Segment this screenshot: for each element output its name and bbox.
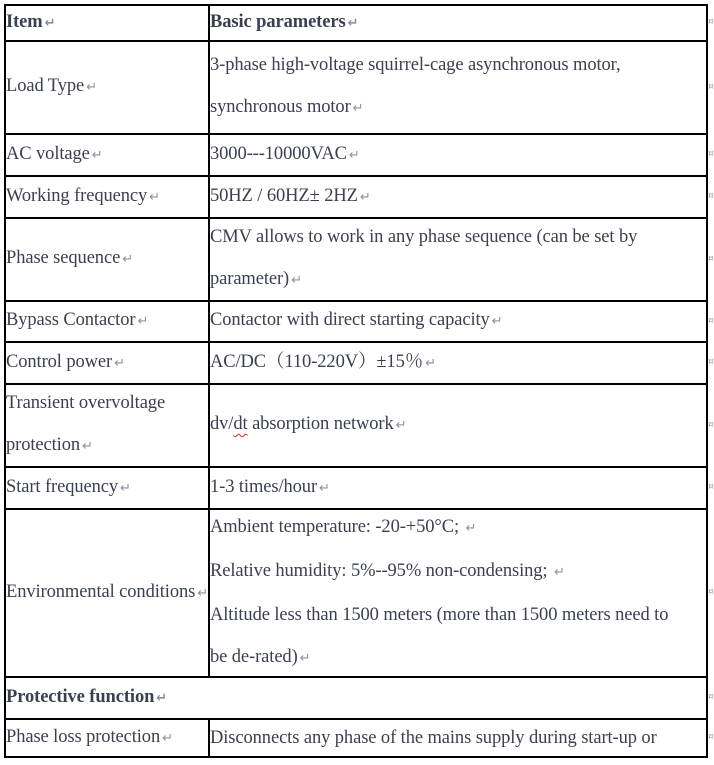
cell-content xyxy=(6,302,208,340)
item-cell xyxy=(5,509,209,677)
value-cell xyxy=(209,41,707,134)
cell-text-line xyxy=(210,299,706,343)
cell-text-line xyxy=(210,258,706,302)
text-segment: protection xyxy=(6,435,81,455)
text-segment: CMV allows to work in any phase sequence (can be set by xyxy=(210,227,638,247)
row-end-marker-icon: ¤ xyxy=(708,315,714,326)
cell-text-line xyxy=(210,550,706,594)
value-cell xyxy=(209,384,707,467)
cell-content xyxy=(210,177,706,216)
paragraph-mark-icon: ↵ xyxy=(352,101,364,116)
paragraph-mark-icon: ↵ xyxy=(82,439,93,454)
cell-content xyxy=(6,343,208,382)
paragraph-mark-icon: ↵ xyxy=(44,15,56,31)
cell-content xyxy=(210,302,706,340)
value-cell xyxy=(209,5,707,41)
cell-text-line xyxy=(210,44,706,86)
cell-text-line xyxy=(210,341,706,385)
cell-text-line xyxy=(210,133,706,177)
cell-text-line xyxy=(210,175,706,219)
spec-table xyxy=(4,4,708,758)
cell-text-line xyxy=(210,86,706,130)
table-row xyxy=(5,677,707,719)
paragraph-mark-icon: ↵ xyxy=(491,314,503,329)
text-segment: Transient overvoltage xyxy=(6,393,166,413)
paragraph-mark-icon: ↵ xyxy=(149,189,160,205)
spellcheck-squiggle-text: dt xyxy=(233,414,248,434)
text-segment: Item xyxy=(6,11,43,32)
text-segment: parameter) xyxy=(210,269,290,289)
text-segment: Protective function xyxy=(6,686,155,707)
table-row xyxy=(5,134,707,176)
item-cell xyxy=(5,41,209,134)
cell-content xyxy=(210,6,706,39)
text-segment: 1-3 times/hour xyxy=(210,476,318,497)
row-end-marker-icon: ¤ xyxy=(708,419,714,430)
cell-text-line xyxy=(6,65,208,109)
spec-table-body xyxy=(5,5,707,757)
cell-text-line xyxy=(210,1,706,45)
text-segment: Phase loss protection xyxy=(6,726,161,747)
text-segment: Bypass Contactor xyxy=(6,310,136,330)
value-cell xyxy=(209,218,707,301)
cell-text-line xyxy=(6,237,208,281)
paragraph-mark-icon: ↵ xyxy=(120,480,131,496)
cell-text-line xyxy=(6,382,208,424)
text-segment: Working frequency xyxy=(6,185,148,206)
cell-text-line xyxy=(6,175,208,219)
cell-text-line xyxy=(210,594,706,636)
value-cell xyxy=(209,467,707,509)
value-cell xyxy=(209,342,707,384)
cell-text-line xyxy=(210,506,706,550)
cell-text-line xyxy=(6,133,208,177)
row-end-marker-icon: ¤ xyxy=(708,482,714,492)
value-cell xyxy=(209,719,707,757)
cell-content xyxy=(6,468,208,507)
row-end-marker-icon: ¤ xyxy=(708,692,714,702)
paragraph-mark-icon: ↵ xyxy=(395,418,407,433)
paragraph-mark-icon: ↵ xyxy=(554,564,565,580)
paragraph-mark-icon: ↵ xyxy=(156,690,168,706)
paragraph-mark-icon: ↵ xyxy=(319,480,330,496)
item-cell xyxy=(5,176,209,218)
cell-content xyxy=(210,42,706,132)
table-row xyxy=(5,5,707,41)
item-cell xyxy=(5,301,209,342)
cell-content xyxy=(210,219,706,299)
cell-text-line xyxy=(210,636,706,680)
paragraph-mark-icon: ↵ xyxy=(91,147,103,163)
text-segment: Altitude less than 1500 meters (more than 1500 meters need to xyxy=(210,604,669,625)
text-segment: Basic parameters xyxy=(210,11,346,32)
table-row xyxy=(5,384,707,467)
value-cell xyxy=(209,134,707,176)
row-end-marker-icon: ¤ xyxy=(708,81,714,92)
row-end-marker-icon: ¤ xyxy=(708,253,714,264)
paragraph-mark-icon: ↵ xyxy=(359,189,371,205)
table-row xyxy=(5,509,707,677)
text-segment: absorption network xyxy=(247,414,394,434)
cell-text-line xyxy=(6,1,208,45)
text-segment: Relative humidity: 5%--95% non-condensing; xyxy=(210,560,552,581)
table-row xyxy=(5,301,707,342)
cell-content xyxy=(6,720,208,755)
cell-content xyxy=(210,720,706,755)
cell-text-line xyxy=(210,717,706,759)
row-end-marker-icon: ¤ xyxy=(708,357,714,367)
cell-text-line xyxy=(210,216,706,258)
text-segment: synchronous motor xyxy=(210,97,351,117)
cell-text-line xyxy=(210,466,706,510)
table-row xyxy=(5,719,707,757)
cell-content xyxy=(6,135,208,174)
item-cell xyxy=(5,134,209,176)
cell-content xyxy=(210,510,706,675)
cell-text-line xyxy=(6,466,208,510)
paragraph-mark-icon: ↵ xyxy=(291,273,302,288)
paragraph-mark-icon: ↵ xyxy=(299,650,311,666)
cell-content xyxy=(6,678,706,717)
cell-content xyxy=(6,219,208,299)
cell-text-line xyxy=(210,403,706,447)
cell-text-line xyxy=(6,341,208,385)
text-segment: 50HZ / 60HZ± 2HZ xyxy=(210,185,358,206)
text-segment: 3000---10000VAC xyxy=(210,143,347,164)
value-cell xyxy=(209,301,707,342)
cell-text-line xyxy=(6,424,208,468)
cell-content xyxy=(210,135,706,174)
cell-text-line xyxy=(6,571,208,615)
table-row xyxy=(5,342,707,384)
text-segment: AC voltage xyxy=(6,143,90,164)
text-segment: Load Type xyxy=(6,76,85,96)
row-end-marker-icon: ¤ xyxy=(708,191,714,201)
table-row xyxy=(5,218,707,301)
text-segment: Contactor with direct starting capacity xyxy=(210,310,490,330)
cell-content xyxy=(6,177,208,216)
text-segment: Phase sequence xyxy=(6,248,121,268)
item-cell xyxy=(5,5,209,41)
cell-content xyxy=(6,385,208,465)
cell-content xyxy=(6,42,208,132)
text-segment: Disconnects any phase of the mains supply during start-up or xyxy=(210,727,657,748)
text-segment: Start frequency xyxy=(6,476,119,497)
item-cell xyxy=(5,342,209,384)
text-segment: Control power xyxy=(6,351,113,372)
text-segment: dv/ xyxy=(210,414,234,434)
paragraph-mark-icon: ↵ xyxy=(347,15,359,31)
row-end-marker-icon: ¤ xyxy=(708,732,714,742)
paragraph-mark-icon: ↵ xyxy=(162,730,173,746)
value-cell xyxy=(209,176,707,218)
item-cell xyxy=(5,467,209,509)
item-cell xyxy=(5,719,209,757)
cell-content xyxy=(6,6,208,39)
text-segment: AC/DC（110-220V）±15％ xyxy=(210,351,424,372)
cell-content xyxy=(6,510,208,675)
paragraph-mark-icon: ↵ xyxy=(122,252,133,267)
paragraph-mark-icon: ↵ xyxy=(137,314,149,329)
text-segment: 3-phase high-voltage squirrel-cage asynchronous motor, xyxy=(210,55,621,75)
table-row xyxy=(5,41,707,134)
cell-text-line xyxy=(6,299,208,343)
table-row xyxy=(5,176,707,218)
text-segment: be de-rated) xyxy=(210,646,298,667)
item-cell xyxy=(5,677,707,719)
cell-text-line xyxy=(6,716,208,760)
text-segment: Ambient temperature: -20-+50°C; xyxy=(210,516,464,537)
cell-content xyxy=(210,468,706,507)
cell-text-line xyxy=(6,676,706,720)
cell-content xyxy=(210,385,706,465)
item-cell xyxy=(5,384,209,467)
paragraph-mark-icon: ↵ xyxy=(197,585,209,601)
row-end-marker-icon: ¤ xyxy=(708,149,714,159)
paragraph-mark-icon: ↵ xyxy=(114,355,125,371)
value-cell xyxy=(209,509,707,677)
paragraph-mark-icon: ↵ xyxy=(86,80,97,95)
cell-content xyxy=(210,343,706,382)
row-end-marker-icon: ¤ xyxy=(708,17,714,27)
paragraph-mark-icon: ↵ xyxy=(348,147,360,163)
paragraph-mark-icon: ↵ xyxy=(425,355,436,371)
text-segment: Environmental conditions xyxy=(6,581,196,602)
table-row xyxy=(5,467,707,509)
paragraph-mark-icon: ↵ xyxy=(465,520,477,536)
row-end-marker-icon: ¤ xyxy=(708,587,714,597)
item-cell xyxy=(5,218,209,301)
